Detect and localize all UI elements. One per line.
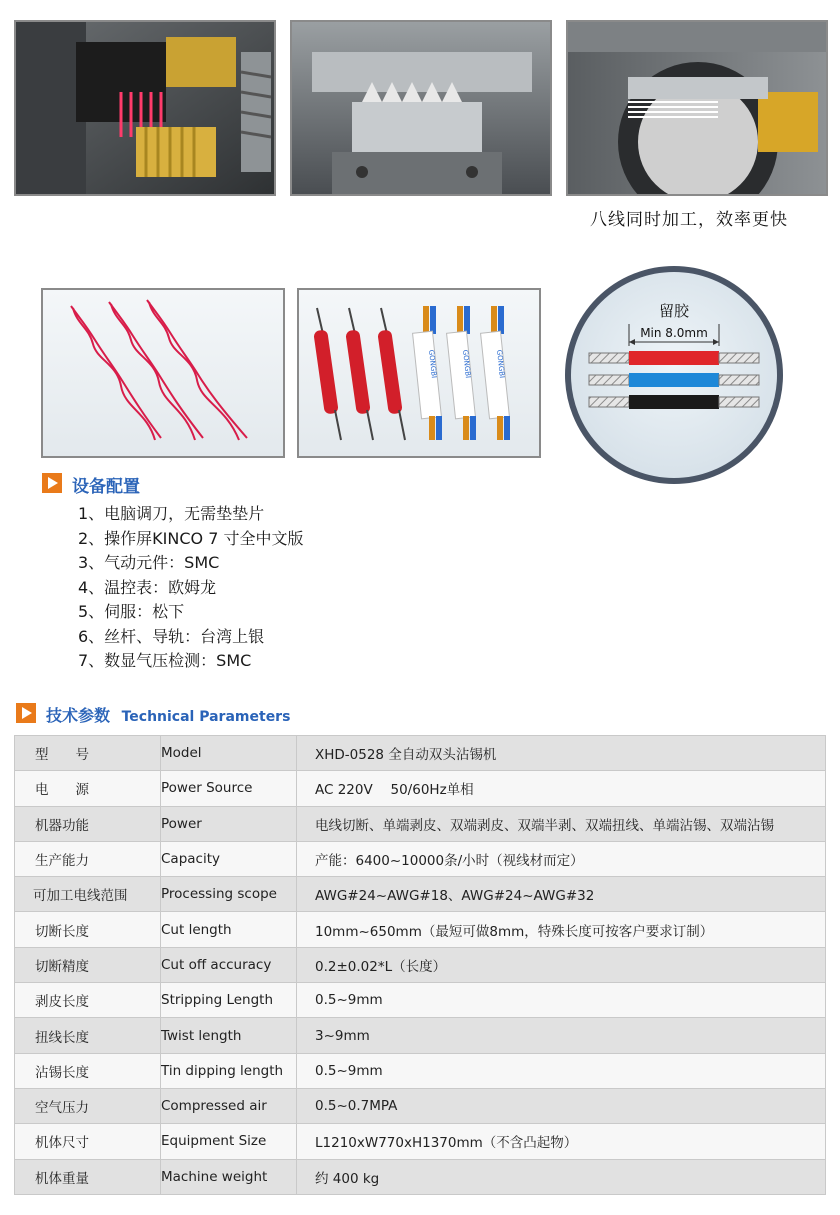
- min-length-label: Min 8.0mm: [640, 326, 708, 340]
- config-item-3: 3、气动元件：SMC: [78, 553, 220, 572]
- spec-label-en: Machine weight: [161, 1159, 297, 1194]
- spec-value: 3~9mm: [297, 1018, 826, 1053]
- spec-label-en: Power Source: [161, 771, 297, 806]
- param-section-title: [46, 703, 290, 726]
- spec-label-en: Processing scope: [161, 877, 297, 912]
- wire-label-3: GONGBI: [495, 349, 506, 379]
- config-item-5: 5、伺服：松下: [78, 602, 185, 621]
- twisted-wire-panel: [41, 288, 285, 458]
- spec-label-en: Tin dipping length: [161, 1053, 297, 1088]
- glue-diagram: [565, 266, 783, 484]
- spec-label-cn: 剥皮长度: [15, 983, 161, 1018]
- table-row: [15, 841, 826, 876]
- table-row: [15, 983, 826, 1018]
- spec-label-en: Model: [161, 736, 297, 771]
- spec-value: 0.5~9mm: [297, 983, 826, 1018]
- spec-value: 电线切断、单端剥皮、双端剥皮、双端半剥、双端扭线、单端沾锡、双端沾锡: [297, 806, 826, 841]
- section-arrow-icon: [42, 473, 62, 493]
- spec-value: 0.5~0.7MPA: [297, 1088, 826, 1123]
- table-row: [15, 1088, 826, 1123]
- black-insulation: [629, 395, 719, 409]
- spec-label-en: Stripping Length: [161, 983, 297, 1018]
- table-row: [15, 736, 826, 771]
- table-row: [15, 912, 826, 947]
- config-item-2: 2、操作屏KINCO 7 寸全中文版: [78, 529, 304, 548]
- table-row: [15, 877, 826, 912]
- spec-label-cn: 空气压力: [15, 1088, 161, 1123]
- spec-table: [14, 735, 826, 1195]
- spec-value: XHD-0528 全自动双头沾锡机: [297, 736, 826, 771]
- table-row: [15, 947, 826, 982]
- wire-label-1: GONGBI: [427, 349, 438, 379]
- spec-value: 0.5~9mm: [297, 1053, 826, 1088]
- spec-label-en: Power: [161, 806, 297, 841]
- red-insulation: [629, 351, 719, 365]
- spec-label-en: Equipment Size: [161, 1124, 297, 1159]
- spec-label-cn: 沾锡长度: [15, 1053, 161, 1088]
- section-arrow-icon: [16, 703, 36, 723]
- photo-caption: 八线同时加工，效率更快: [590, 210, 788, 230]
- spec-value: 0.2±0.02*L（长度）: [297, 947, 826, 982]
- tinned-wire-panel: [297, 288, 541, 458]
- machine-photo-3: [566, 20, 828, 196]
- spec-label-en: Twist length: [161, 1018, 297, 1053]
- spec-value: 10mm~650mm（最短可做8mm，特殊长度可按客户要求订制）: [297, 912, 826, 947]
- twisted-wire-3: [147, 300, 247, 438]
- table-row: [15, 806, 826, 841]
- table-row: [15, 771, 826, 806]
- spec-label-cn: 切断长度: [15, 912, 161, 947]
- spec-label-cn: 切断精度: [15, 947, 161, 982]
- spec-label-cn: 机体重量: [15, 1159, 161, 1194]
- table-row: [15, 1124, 826, 1159]
- spec-label-en: Compressed air: [161, 1088, 297, 1123]
- table-row: [15, 1018, 826, 1053]
- spec-label-cn: 机器功能: [15, 806, 161, 841]
- spec-label-en: Cut length: [161, 912, 297, 947]
- spec-label-cn: 机体尺寸: [15, 1124, 161, 1159]
- spec-value: 约 400 kg: [297, 1159, 826, 1194]
- spec-value: 产能：6400~10000条/小时（视线材而定）: [297, 841, 826, 876]
- spec-label-en: Cut off accuracy: [161, 947, 297, 982]
- config-item-6: 6、丝杆、导轨：台湾上银: [78, 627, 265, 646]
- param-title-en: Technical Parameters: [121, 709, 291, 725]
- spec-label-cn: 电 源: [15, 771, 161, 806]
- spec-label-en: Capacity: [161, 841, 297, 876]
- wire-label-2: GONGBI: [461, 349, 472, 379]
- spec-label-cn: 型 号: [15, 736, 161, 771]
- config-section-title: 设备配置: [72, 477, 140, 497]
- glue-label: 留胶: [658, 302, 690, 320]
- spec-label-cn: 生产能力: [15, 841, 161, 876]
- blue-insulation: [629, 373, 719, 387]
- spec-value: AWG#24~AWG#18、AWG#24~AWG#32: [297, 877, 826, 912]
- table-row: [15, 1159, 826, 1194]
- spec-label-cn: 扭线长度: [15, 1018, 161, 1053]
- param-title-cn: 技术参数: [46, 706, 111, 725]
- table-row: [15, 1053, 826, 1088]
- spec-value: AC 220V 50/60Hz单相: [297, 771, 826, 806]
- spec-value: L1210xW770xH1370mm（不含凸起物）: [297, 1124, 826, 1159]
- config-item-1: 1、电脑调刀，无需垫垫片: [78, 504, 265, 523]
- machine-photo-1: [14, 20, 276, 196]
- spec-label-cn: 可加工电线范围: [15, 877, 161, 912]
- config-item-4: 4、温控表：欧姆龙: [78, 578, 217, 597]
- machine-photo-2: [290, 20, 552, 196]
- config-item-7: 7、数显气压检测：SMC: [78, 651, 252, 670]
- twisted-wire-2: [109, 302, 203, 438]
